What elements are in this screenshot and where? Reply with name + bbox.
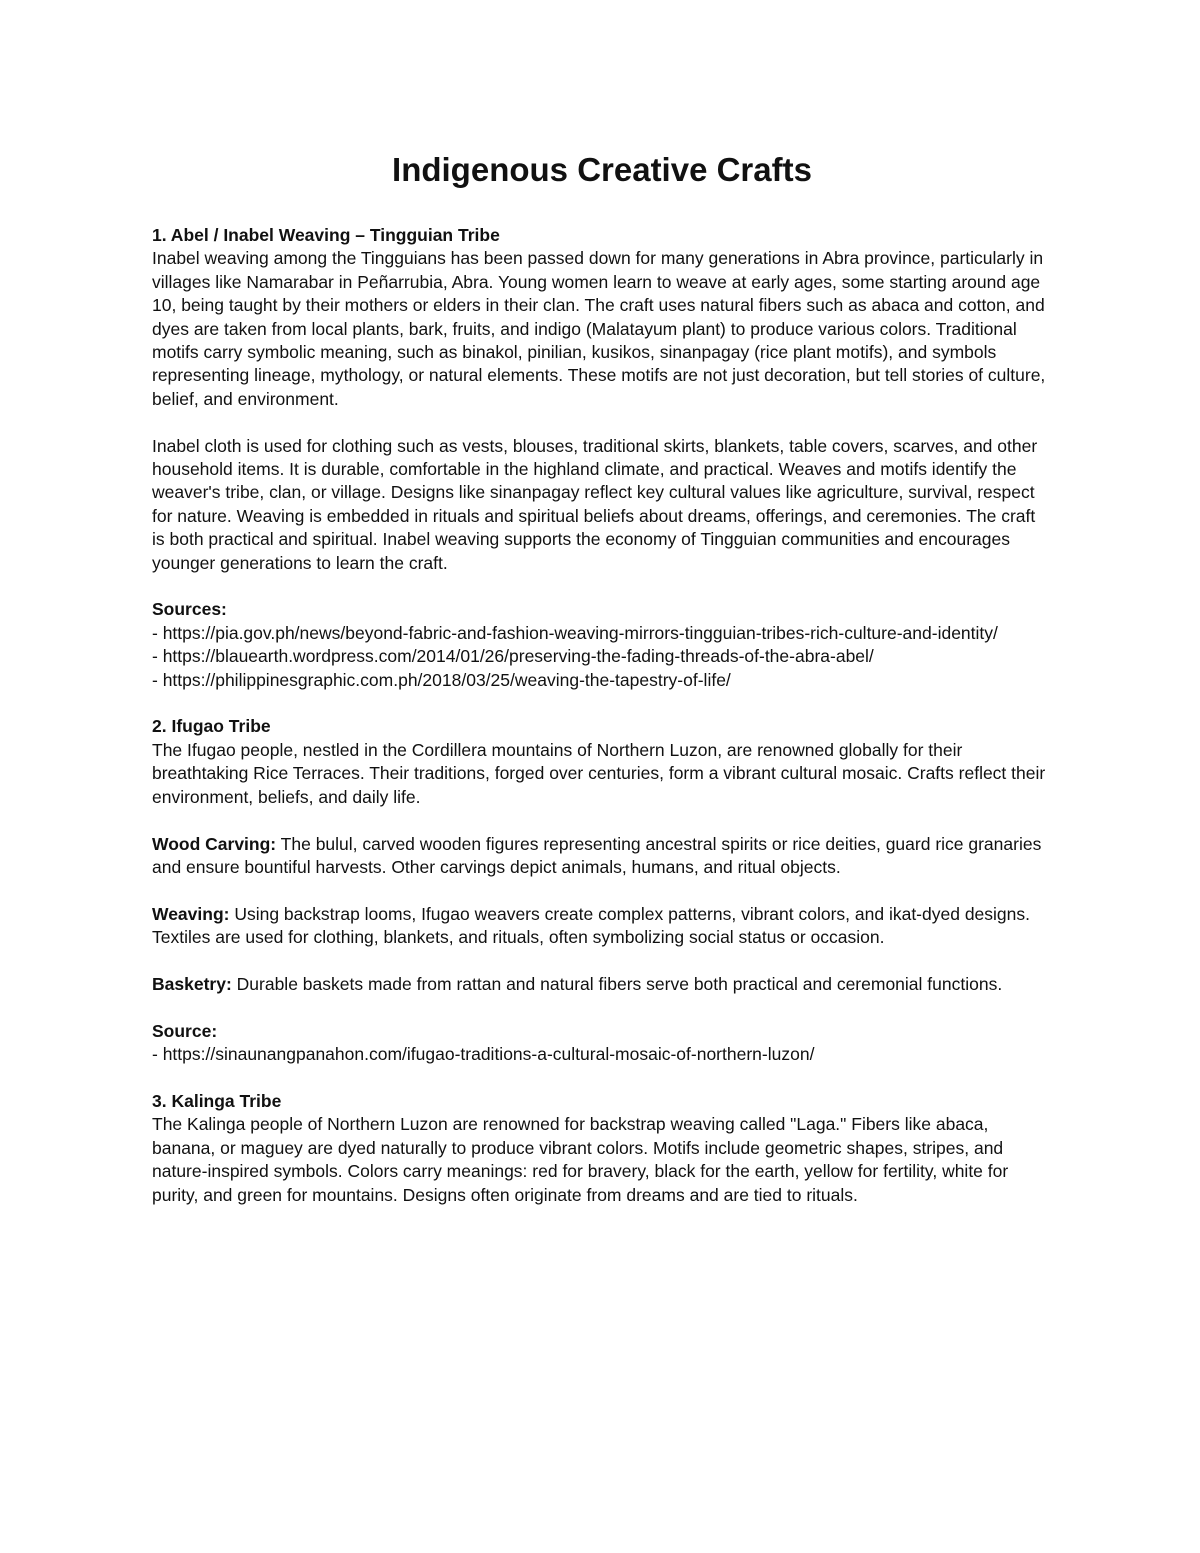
- section-heading: 1. Abel / Inabel Weaving – Tingguian Tribe: [152, 225, 500, 245]
- weaving-text: Using backstrap looms, Ifugao weavers create complex patterns, vibrant colors, and ikat-dyed designs. Textiles are used for clothing, blankets, and rituals, often symbolizing social status or occasion.: [152, 903, 1030, 948]
- sources-label: Sources:: [152, 599, 227, 620]
- section-heading: 2. Ifugao Tribe: [152, 716, 271, 737]
- source-link[interactable]: - https://sinaunangpanahon.com/ifugao-traditions-a-cultural-mosaic-of-northern-luzon/: [152, 1044, 815, 1065]
- paragraph: The Kalinga people of Northern Luzon are renowned for backstrap weaving called "Laga." Fibers like abaca, banana, or maguey are dyed naturally to produce vibrant colors. Motifs include geometric shapes, stripes, and nature-inspired symbols. Colors carry meanings: red for bravery, black for the earth, yellow for fertility, white for purity, and green for mountains. Designs often originate from dreams and are tied to rituals.: [152, 1114, 1009, 1205]
- paragraph: Inabel cloth is used for clothing such as vests, blouses, traditional skirts, blankets, table covers, scarves, and other household items. It is durable, comfortable in the highland climate, and practical. Weaves and motifs identify the weaver's tribe, clan, or village. Designs like sinanpagay reflect key cultural values like agriculture, survival, respect for nature. Weaving is embedded in rituals and spiritual beliefs about dreams, offerings, and ceremonies. The craft is both practical and spiritual. Inabel weaving supports the economy of Tingguian communities and encourages younger generations to learn the craft.: [152, 435, 1038, 573]
- section-abel-weaving: [152, 224, 1052, 692]
- source-link[interactable]: - https://pia.gov.ph/news/beyond-fabric-and-fashion-weaving-mirrors-tingguian-tribes-rich-culture-and-identity/: [152, 622, 998, 643]
- basketry-label: Basketry:: [152, 973, 232, 994]
- wood-carving-paragraph: [152, 833, 1052, 880]
- basketry-text: Durable baskets made from rattan and natural fibers serve both practical and ceremonial functions.: [231, 973, 1003, 994]
- weaving-label: Weaving:: [152, 903, 230, 924]
- document-page: [152, 150, 1052, 1207]
- wood-carving-text: The bulul, carved wooden figures representing ancestral spirits or rice deities, guard rice granaries and ensure bountiful harvests. Other carvings depict animals, humans, and ritual objects.: [152, 833, 1042, 877]
- paragraph: Inabel weaving among the Tingguians has been passed down for many generations in Abra province, particularly in villages like Namarabar in Peñarrubia, Abra. Young women learn to weave at early ages, some starting around age 10, being taught by their mothers or elders in their clan. The craft uses natural fibers such as abaca and cotton, and dyes are taken from local plants, bark, fruits, and indigo (Malatayum plant) to produce various colors. Traditional motifs carry symbolic meaning, such as binakol, pinilian, kusikos, sinanpagay (rice plant motifs), and symbols representing lineage, mythology, or natural elements. These motifs are not just decoration, but tell stories of culture, belief, and environment.: [152, 248, 1046, 409]
- section-heading: 3. Kalinga Tribe: [152, 1090, 282, 1111]
- basketry-paragraph: [152, 973, 1052, 996]
- source-link[interactable]: - https://philippinesgraphic.com.ph/2018/03/25/weaving-the-tapestry-of-life/: [152, 669, 731, 690]
- paragraph: The Ifugao people, nestled in the Cordillera mountains of Northern Luzon, are renowned globally for their breathtaking Rice Terraces. Their traditions, forged over centuries, form a vibrant cultural mosaic. Crafts reflect their environment, beliefs, and daily life.: [152, 739, 1046, 807]
- weaving-paragraph: [152, 903, 1052, 950]
- section-ifugao: [152, 715, 1052, 1066]
- source-link[interactable]: - https://blauearth.wordpress.com/2014/01/26/preserving-the-fading-threads-of-the-abra-abel/: [152, 646, 874, 667]
- page-title: Indigenous Creative Crafts: [392, 151, 812, 188]
- source-label: Source:: [152, 1020, 218, 1041]
- section-kalinga: [152, 1090, 1052, 1207]
- wood-carving-label: Wood Carving:: [152, 833, 277, 854]
